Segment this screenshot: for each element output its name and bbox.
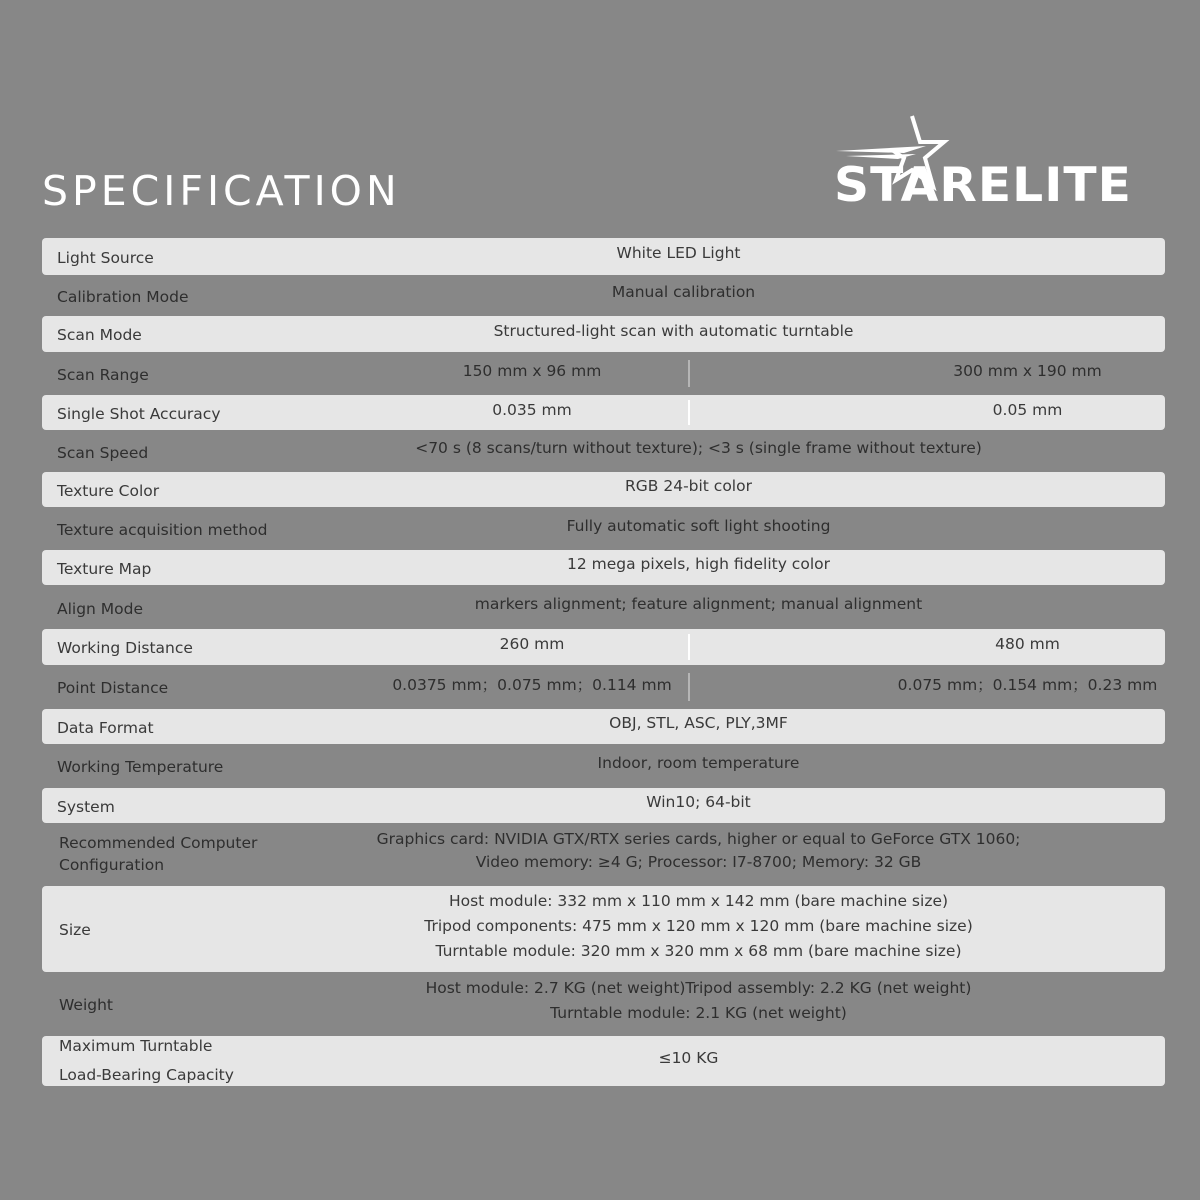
spec-value: ≤10 KG (658, 1048, 719, 1067)
spec-label: Texture acquisition method (57, 521, 268, 539)
spec-value: 12 mega pixels, high fidelity color (567, 555, 830, 573)
spec-label: Point Distance (57, 679, 169, 697)
spec-value: White LED Light (616, 244, 741, 262)
spec-label: Maximum Turntable Load-Bearing Capacity (59, 1037, 234, 1084)
brand-logo (834, 112, 1134, 212)
spec-value: <70 s (8 scans/turn without texture); <3 s (single frame without texture) (415, 439, 982, 457)
spec-row-align-mode (42, 588, 1165, 627)
spec-row-data-format (42, 709, 1165, 744)
spec-label: Size (59, 921, 91, 939)
spec-value-large: 480 mm (995, 635, 1060, 653)
spec-value-line: Host module: 332 mm x 110 mm x 142 mm (bare machine size) (448, 891, 949, 910)
spec-label: Light Source (57, 248, 154, 267)
spec-label: Calibration Mode (57, 287, 189, 306)
spec-value-standard: 150 mm x 96 mm (462, 361, 602, 380)
spec-row-scan-speed (42, 433, 1165, 470)
spec-value-line: Host module: 2.7 KG (net weight)Tripod assembly: 2.2 KG (net weight) (425, 979, 972, 997)
spec-label: Recommended Computer Configuration (59, 834, 258, 874)
spec-row-working-distance (42, 629, 1165, 665)
spec-label: System (57, 797, 115, 816)
spec-row-calibration-mode (42, 277, 1165, 314)
page-title: SPECIFICATION (42, 167, 401, 215)
spec-value: Manual calibration (611, 283, 756, 301)
spec-row-recommended-configuration (42, 826, 1165, 882)
spec-row-size (42, 886, 1165, 972)
spec-label: Texture Color (57, 481, 160, 500)
spec-label: Weight (59, 996, 114, 1014)
spec-label: Working Distance (57, 639, 193, 657)
spec-row-texture-color (42, 472, 1165, 507)
spec-row-texture-acquisition (42, 510, 1165, 548)
spec-value-line: Tripod components: 475 mm x 120 mm x 120 mm (bare machine size) (424, 916, 973, 935)
spec-label: Texture Map (57, 559, 152, 578)
spec-value-large: 0.05 mm (992, 400, 1063, 419)
spec-value-line: Video memory: ≥4 G; Processor: I7-8700; Memory: 32 GB (475, 853, 922, 871)
spec-value-standard: 0.0375 mm；0.075 mm；0.114 mm (392, 676, 672, 694)
spec-label: Scan Range (57, 365, 149, 384)
spec-value-large: 300 mm x 190 mm (953, 361, 1102, 380)
spec-label: Working Temperature (57, 758, 224, 776)
spec-row-scan-range (42, 355, 1165, 392)
specification-table (42, 238, 1165, 1086)
spec-row-weight (42, 976, 1165, 1032)
spec-value: Structured-light scan with automatic turntable (493, 321, 854, 340)
spec-row-light-source (42, 238, 1165, 275)
spec-row-scan-mode (42, 316, 1165, 352)
spec-row-single-shot-accuracy (42, 395, 1165, 430)
spec-row-working-temperature (42, 747, 1165, 785)
spec-row-texture-map (42, 550, 1165, 585)
spec-label: Align Mode (57, 599, 144, 618)
spec-value-large: 0.075 mm；0.154 mm；0.23 mm (897, 676, 1158, 694)
brand-wordmark: STARELITE (834, 158, 1132, 212)
spec-value: RGB 24-bit color (625, 477, 752, 495)
spec-value: Fully automatic soft light shooting (566, 516, 831, 535)
spec-value-line: Graphics card: NVIDIA GTX/RTX series cards, higher or equal to GeForce GTX 1060; (376, 830, 1021, 848)
spec-value: markers alignment; feature alignment; manual alignment (474, 595, 923, 613)
spec-value-line: Turntable module: 320 mm x 320 mm x 68 mm (bare machine size) (435, 941, 962, 960)
spec-row-max-load (42, 1036, 1165, 1086)
spec-label: Data Format (57, 718, 154, 737)
spec-label: Scan Speed (57, 443, 149, 462)
spec-value: OBJ, STL, ASC, PLY,3MF (609, 714, 788, 732)
spec-value-standard: 260 mm (499, 635, 565, 653)
spec-value-standard: 0.035 mm (492, 400, 572, 419)
star-logo-icon (834, 112, 1134, 212)
spec-value: Indoor, room temperature (597, 753, 800, 772)
spec-label: Scan Mode (57, 326, 142, 344)
spec-row-point-distance (42, 668, 1165, 706)
spec-label: Single Shot Accuracy (57, 404, 221, 423)
spec-value: Win10; 64-bit (646, 793, 751, 811)
spec-row-system (42, 788, 1165, 823)
spec-value-line: Turntable module: 2.1 KG (net weight) (550, 1004, 847, 1022)
